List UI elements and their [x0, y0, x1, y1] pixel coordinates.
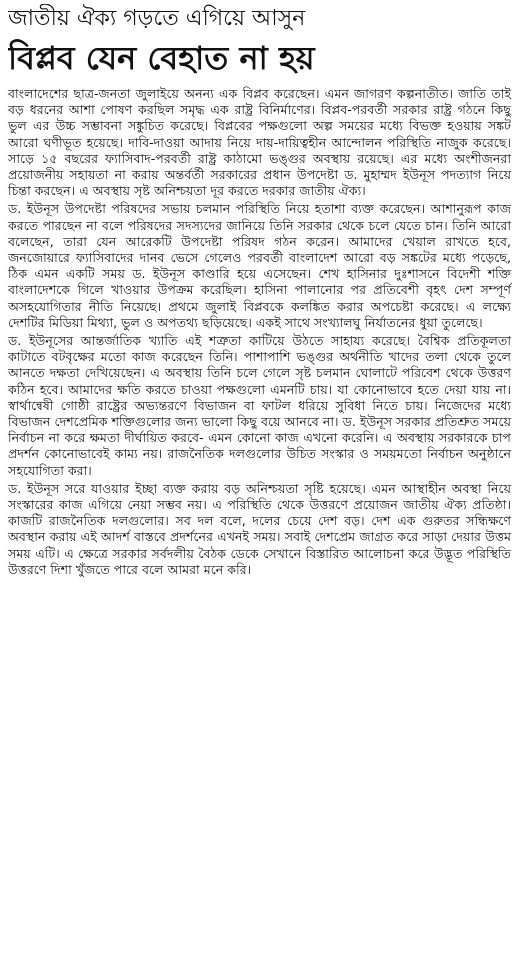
article-body	[8, 86, 511, 578]
article-paragraph-1: বাংলাদেশের ছাত্র-জনতা জুলাইয়ে অনন্য এক বিপ্লব করেছেন। এমন জাগরণ কল্পনাতীত। জাতি তাই বড় ধরনের আশা পোষণ করছিল সমৃদ্ধ এক রাষ্ট্র বিনির্মাণের। বিপ্লব-পরবর্তী সরকার রাষ্ট্র গঠনে কিছু ভুল এর উচ্চ সম্ভাবনা সঙ্কুচিত করেছে। বিপ্লবের পক্ষগুলো অল্প সময়ের মধ্যে বিভক্ত হওয়ায় সঙ্কট আরো ঘণীভূত হয়েছে। দাবি-দাওয়া আদায় নিয়ে দায়-দায়িত্বহীন আন্দোলন পরিস্থিতি নাজুক করেছে। সাড়ে ১৫ বছরের ফ্যাসিবাদ-পরবর্তী রাষ্ট্র কাঠামো ভঙ্গুর অবস্থায় রয়েছে। এর মধ্যে অংশীজনরা প্রয়োজনীয় সহায়তা না করায় অন্তর্বর্তী সরকারের প্রধান উপদেষ্টা ড. মুহাম্মদ ইউনূস পদত্যাগ নিয়ে চিন্তা করছেন। এ অবস্থায় সৃষ্ট অনিশ্চয়তা দূর করতে দরকার জাতীয় ঐক্য।	[8, 86, 511, 199]
article-headline: বিপ্লব যেন বেহাত না হয়	[8, 39, 315, 77]
article-kicker: জাতীয় ঐক্য গড়তে এগিয়ে আসুন	[8, 6, 306, 31]
article-paragraph-4: ড. ইউনূস সরে যাওয়ার ইচ্ছা ব্যক্ত করায় বড় অনিশ্চয়তা সৃষ্টি হয়েছে। এমন আস্থাহীন অবস্থা নিয়ে সংস্কারের কাজ এগিয়ে নেয়া সম্ভব নয়। এ পরিস্থিতি থেকে উত্তরণে প্রয়োজন জাতীয় ঐক্য প্রতিষ্ঠা। কাজটি রাজনৈতিক দলগুলোর। সব দল বলে, দলের চেয়ে দেশ বড়। দেশ এক গুরুতর সন্ধিক্ষণে অবস্থান করায় এই আদর্শ বাস্তবে প্রদর্শনের এখনই সময়। সবাই দেশপ্রেম জাগ্রত করে সাড়া দেয়ার উত্তম সময় এটি। এ ক্ষেত্রে সরকার সর্বদলীয় বৈঠক ডেকে সেখানে বিস্তারিত আলোচনা করে উদ্ভূত পরিস্থিতি উত্তরণে দিশা খুঁজতে পারে বলে আমরা মনে করি।	[8, 480, 511, 577]
article-paragraph-2: ড. ইউনূস উপদেষ্টা পরিষদের সভায় চলমান পরিস্থিতি নিয়ে হতাশা ব্যক্ত করেছেন। আশানুরূপ কাজ করতে পারছেন না বলে পরিষদের সদস্যদের জানিয়ে তিনি সরকার থেকে চলে যেতে চান। তিনি আরো বলেছেন, তারা যেন আরেকটি উপদেষ্টা পরিষদ গঠন করেন। আমাদের খেয়াল রাখতে হবে, জনজোয়ারে ফ্যাসিবাদের দানব ভেসে গেলেও পরবর্তী বাংলাদেশ আরো বড় সঙ্কটের মধ্যে পড়েছে, ঠিক এমন একটি সময় ড. ইউনূস কাণ্ডারি হয়ে এসেছেন। শেখ হাসিনার দুঃশাসনে বিদেশী শক্তি বাংলাদেশকে গিলে খাওয়ার উপক্রম করেছিল। হাসিনা পালানোর পর প্রতিবেশী বৃহৎ দেশ সম্পূর্ণ অসহযোগিতার নীতি নিয়েছে। প্রথমে জুলাই বিপ্লবকে কলঙ্কিত করার অপচেষ্টা করেছে। এ লক্ষ্যে দেশটির মিডিয়া মিথ্যা, ভুল ও অপতথ্য ছড়িয়েছে। একই সাথে সংখ্যালঘু নির্যাতনের ধুয়া তুলেছে।	[8, 201, 511, 330]
article-paragraph-3: ড. ইউনূসের আন্তর্জাতিক খ্যাতি এই শত্রুতা কাটিয়ে উঠতে সাহায্য করেছে। বৈশ্বিক প্রতিকূলতা কাটাতে বটবৃক্ষের মতো কাজ করেছেন তিনি। পাশাপাশি ভঙ্গুর অর্থনীতি খাদের তলা থেকে তুলে আনতে দক্ষতা দেখিয়েছেন। এ অবস্থায় তিনি চলে গেলে সৃষ্ট চলমান ঘোলাটে পরিবেশ থেকে উত্তরণ কঠিন হবে। আমাদের ক্ষতি করতে চাওয়া পক্ষগুলো এমনটি চায়। যা কোনোভাবে হতে দেয়া যায় না। স্বার্থান্বেষী গোষ্ঠী রাষ্ট্রের অভ্যন্তরণে বিভাজন বা ফাটল ধরিয়ে সুবিধা নিতে চায়। নিজেদের মধ্যে বিভাজন দেশপ্রেমিক শক্তিগুলোর জন্য ভালো কিছু বয়ে আনবে না। ড. ইউনূস সরকার প্রতিশ্রুত সময়ে নির্বাচন না করে ক্ষমতা দীর্ঘায়িত করবে- এমন কোনো কাজ এখনো করেনি। এ অবস্থায় সরকারকে চাপ প্রদর্শন কোনোভাবেই কাম্য নয়। রাজনৈতিক দলগুলোর উচিত সংস্কার ও সময়মতো নির্বাচন অনুষ্ঠানে সহযোগিতা করা।	[8, 333, 511, 478]
